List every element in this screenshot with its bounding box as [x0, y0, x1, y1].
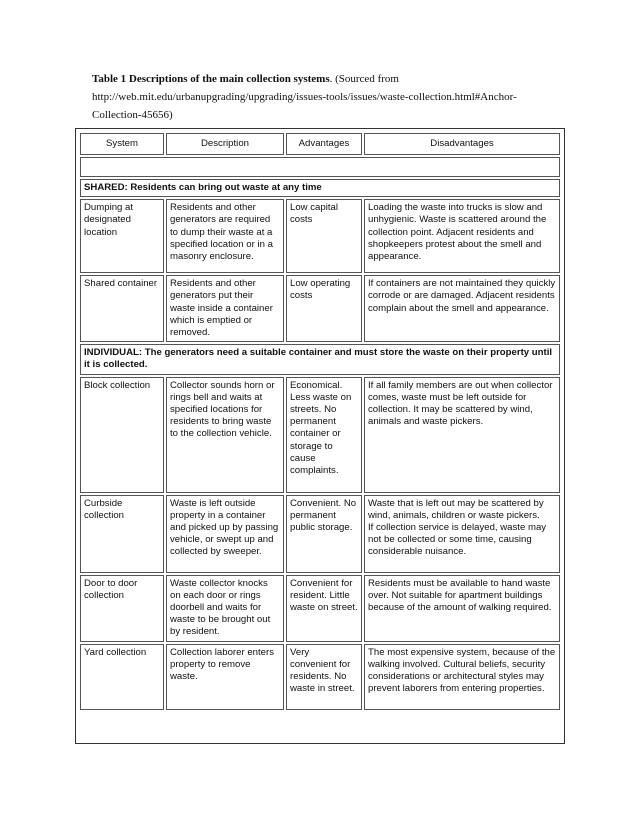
table-row [80, 575, 560, 642]
empty-cell [80, 157, 560, 177]
cell-system: Shared container [80, 275, 164, 342]
caption-source: . (Sourced from [329, 73, 399, 85]
table-row [80, 495, 560, 573]
collection-systems-table-frame [75, 128, 565, 744]
cell-advantages: Very convenient for residents. No waste in street. [286, 644, 362, 710]
cell-system: Yard collection [80, 644, 164, 710]
cell-advantages: Low operating costs [286, 275, 362, 342]
cell-disadvantages: Waste that is left out may be scattered by wind, animals, children or waste pickers. If collection service is delayed, waste may not be collected or some time, causing considerable nuisance. [364, 495, 560, 573]
header-advantages: Advantages [286, 133, 362, 155]
header-system: System [80, 133, 164, 155]
section-shared: SHARED: Residents can bring out waste at any time [80, 179, 560, 197]
cell-description: Residents and other generators put their waste inside a container which is emptied or removed. [166, 275, 284, 342]
section-row [80, 179, 560, 197]
cell-description: Collection laborer enters property to remove waste. [166, 644, 284, 710]
cell-disadvantages: Residents must be available to hand waste over. Not suitable for apartment buildings because of the amount of walking required. [364, 575, 560, 642]
header-row [80, 133, 560, 155]
cell-description: Residents and other generators are required to dump their waste at a specified location or in a masonry enclosure. [166, 199, 284, 273]
cell-system: Curbside collection [80, 495, 164, 573]
cell-disadvantages: The most expensive system, because of the walking involved. Cultural beliefs, security considerations or architectural styles may prevent laborers from entering properties. [364, 644, 560, 710]
cell-advantages: Convenient for resident. Little waste on street. [286, 575, 362, 642]
table-caption [92, 70, 562, 124]
caption-source-url: http://web.mit.edu/urbanupgrading/upgrading/issues-tools/issues/waste-collection.html#Anchor- [92, 91, 517, 103]
caption-label: Table 1 Descriptions of the main collection systems [92, 73, 330, 85]
cell-description: Waste is left outside property in a container and picked up by passing vehicle, or swept up and collected by sweeper. [166, 495, 284, 573]
header-description: Description [166, 133, 284, 155]
cell-advantages: Economical. Less waste on streets. No permanent container or storage to cause complaints. [286, 377, 362, 493]
table-row [80, 377, 560, 493]
cell-system: Door to door collection [80, 575, 164, 642]
cell-description: Waste collector knocks on each door or rings doorbell and waits for waste to be brought out by resident. [166, 575, 284, 642]
table-row [80, 644, 560, 710]
cell-disadvantages: If containers are not maintained they quickly corrode or are damaged. Adjacent residents complain about the smell and appearance. [364, 275, 560, 342]
caption-source-url-end: Collection-45656) [92, 109, 173, 121]
cell-system: Dumping at designated location [80, 199, 164, 273]
table-row [80, 199, 560, 273]
cell-advantages: Low capital costs [286, 199, 362, 273]
section-individual: INDIVIDUAL: The generators need a suitable container and must store the waste on their property until it is collected. [80, 344, 560, 374]
section-row [80, 344, 560, 374]
header-disadvantages: Disadvantages [364, 133, 560, 155]
table-row [80, 275, 560, 342]
cell-system: Block collection [80, 377, 164, 493]
collection-systems-table [78, 131, 562, 712]
cell-description: Collector sounds horn or rings bell and waits at specified locations for residents to bring waste to the collection vehicle. [166, 377, 284, 493]
cell-advantages: Convenient. No permanent public storage. [286, 495, 362, 573]
cell-disadvantages: If all family members are out when collector comes, waste must be left outside for collection. It may be scattered by wind, animals and waste pickers. [364, 377, 560, 493]
empty-row [80, 157, 560, 177]
cell-disadvantages: Loading the waste into trucks is slow and unhygienic. Waste is scattered around the collection point. Adjacent residents and shopkeepers protest about the smell and appearance. [364, 199, 560, 273]
